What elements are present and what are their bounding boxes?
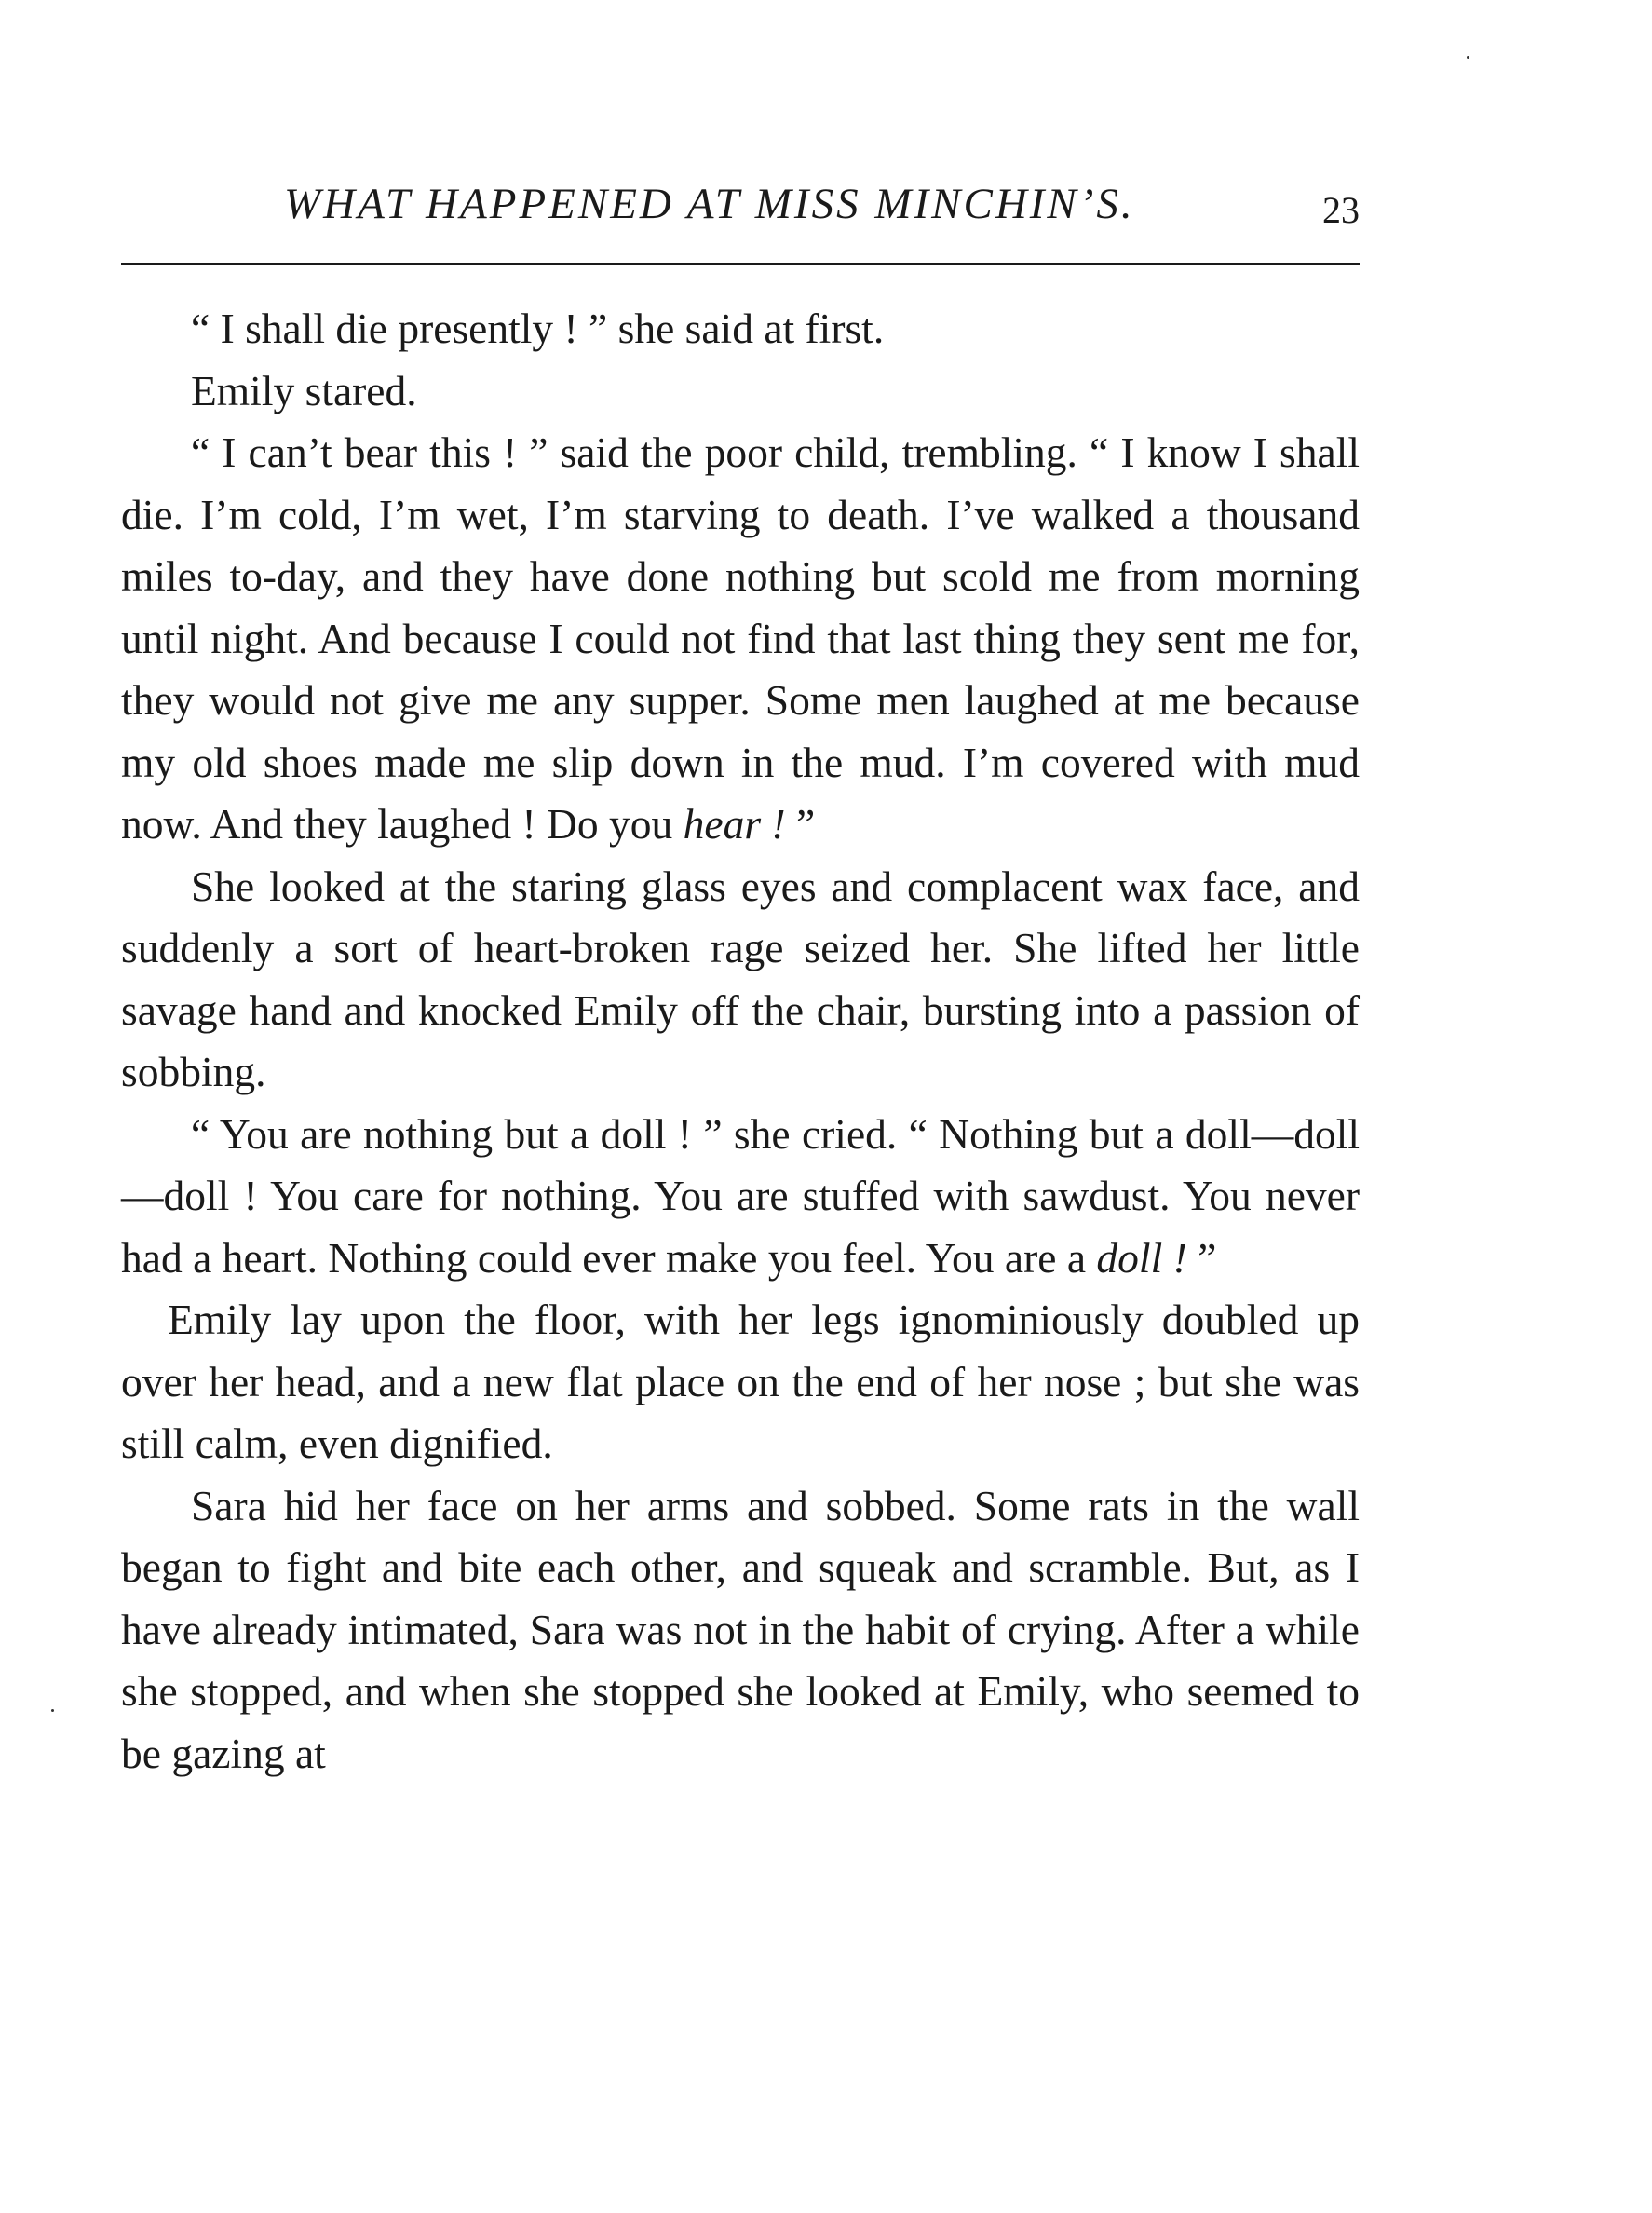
closing-quote: ” <box>1198 1233 1217 1282</box>
paragraph-6 <box>121 1289 1360 1475</box>
running-title: WHAT HAPPENED AT MISS MINCHIN’S. <box>284 180 1135 228</box>
paragraph-5 <box>121 1104 1360 1290</box>
paragraph-text: “ You are nothing but a doll ! ” she cried. “ Nothing but a doll—doll—doll ! You care for nothing. You are stuffed with sawdust. You never had a heart. Nothing could ever make you feel. You are a <box>121 1109 1360 1282</box>
paragraph-1 <box>121 298 1360 360</box>
page-number: 23 <box>1322 189 1360 231</box>
paragraph-text: Sara hid her face on her arms and sobbed. Some rats in the wall began to fight and bite each other, and squeak and scramble. But, as I have already intimated, Sara was not in the habit of crying. After a while she stopped, and when she stopped she looked at Emily, who seemed to be gazing at <box>121 1481 1360 1777</box>
paper-speck <box>51 1709 54 1712</box>
running-head <box>121 179 1360 244</box>
paragraph-text: “ I shall die presently ! ” she said at first. <box>191 305 885 352</box>
italic-text: doll ! <box>1096 1233 1198 1282</box>
paragraph-text: “ I can’t bear this ! ” said the poor child, trembling. “ I know I shall die. I’m cold, I’m wet, I’m starving to death. I’ve walked a thousand miles to-day, and they have done nothing but scold me from morning until night. And because I could not find that last thing they sent me for, they would not give me any supper. Some men laughed at me because my old shoes made me slip down in the mud. I’m covered with mud now. And they laughed ! Do you <box>121 428 1360 848</box>
paper-speck <box>1467 56 1469 59</box>
closing-quote: ” <box>795 800 816 848</box>
paragraph-7 <box>121 1475 1360 1785</box>
italic-text: hear ! <box>683 800 796 848</box>
body-text <box>121 298 1360 1785</box>
paragraph-text: Emily lay upon the floor, with her legs ignominiously doubled up over her head, and a new flat place on the end of her nose ; but she was still calm, even dignified. <box>121 1296 1360 1467</box>
paragraph-text: Emily stared. <box>191 366 417 414</box>
paragraph-4 <box>121 856 1360 1104</box>
paragraph-text: She looked at the staring glass eyes and complacent wax face, and suddenly a sort of heart-broken rage seized her. She lifted her little savage hand and knocked Emily off the chair, bursting into a passion of sobbing. <box>121 862 1360 1095</box>
paragraph-3 <box>121 422 1360 856</box>
paragraph-2 <box>121 360 1360 423</box>
header-rule <box>121 263 1360 265</box>
